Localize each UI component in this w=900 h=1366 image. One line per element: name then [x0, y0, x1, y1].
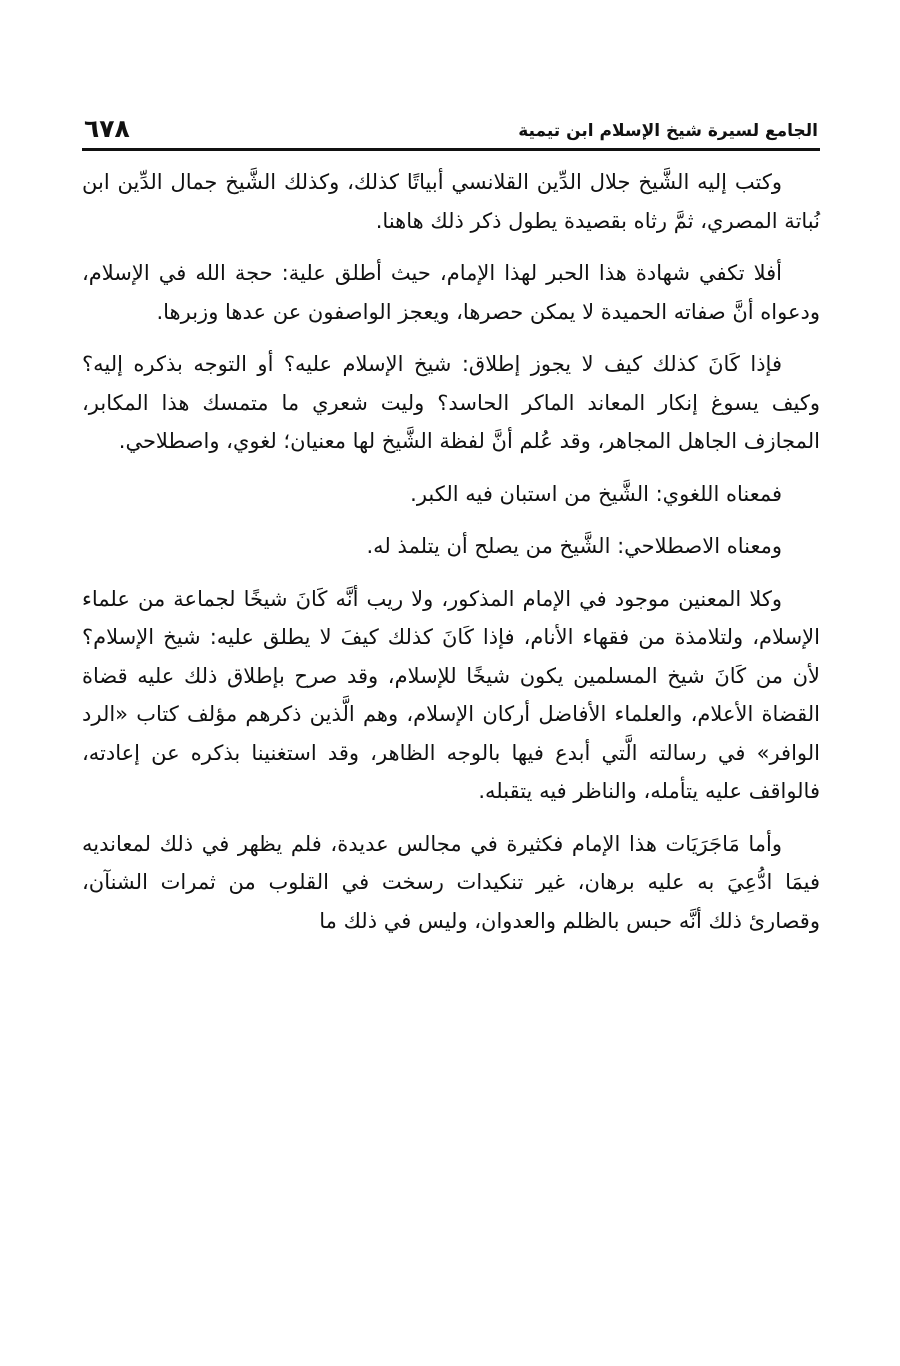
- header-book-title: الجامع لسيرة شيخ الإسلام ابن تيمية: [518, 121, 818, 141]
- paragraph-3: فإذا كَانَ كذلك كيف لا يجوز إطلاق: شيخ الإسلام عليه؟ أو التوجه بذكره إليه؟ وكيف يسوغ إنكار المعاند الماكر الحاسد؟ وليت شعري ما متمسك هذا المكابر، المجازف الجاهل المجاهر، وقد عُلم أنَّ لفظة الشَّيخ لها معنيان؛ لغوي، واصطلاحي.: [82, 352, 820, 453]
- paragraph-4: فمعناه اللغوي: الشَّيخ من استبان فيه الكبر.: [410, 481, 782, 506]
- book-page: [82, 108, 820, 1308]
- paragraph-5: ومعناه الاصطلاحي: الشَّيخ من يصلح أن يتلمذ له.: [366, 534, 782, 558]
- running-header: [82, 108, 820, 151]
- body-text: [82, 163, 820, 940]
- paragraph-6: وكلا المعنين موجود في الإمام المذكور، ولا ريب أنَّه كَانَ شيخًا لجماعة من علماء الإسلام، ولتلامذة من فقهاء الأنام، فإذا كَانَ كذلك كيفَ لا يطلق عليه: شيخ الإسلام؟ لأن من كَانَ شيخ المسلمين يكون شيخًا للإسلام، وقد صرح بإطلاق ذلك عليه قضاة القضاة الأعلام، والعلماء الأفاضل أركان الإسلام، وهم الَّذين ذكرهم مؤلف كتاب «الرد الوافر» في رسالته الَّتي أبدع فيها بالوجه الظاهر، وقد استغنينا بذكره عن إعادته، فالواقف عليه يتأمله، والناظر فيه يتقبله.: [82, 586, 820, 803]
- paragraph-2: أفلا تكفي شهادة هذا الحبر لهذا الإمام، حيث أطلق علية: حجة الله في الإسلام، ودعواه أنَّ صفاته الحميدة لا يمكن حصرها، ويعجز الواصفون عن عدها وزبرها.: [82, 261, 820, 324]
- page-number: ٦٧٨: [84, 114, 130, 143]
- paragraph-7: وأما مَاجَرَيَات هذا الإمام فكثيرة في مجالس عديدة، فلم يظهر في ذلك لمعانديه فيمَا ادُّعِيَ به عليه برهان، غير تنكيدات رسخت في القلوب من ثمرات الشنآن، وقصارئ ذلك أنَّه حبس بالظلم والعدوان، وليس في ذلك ما: [82, 831, 820, 933]
- paragraph-1: وكتب إليه الشَّيخ جلال الدِّين القلانسي أبياتًا كذلك، وكذلك الشَّيخ جمال الدِّين ابن نُباتة المصري، ثمَّ رثاه بقصيدة يطول ذكر ذلك هاهنا.: [82, 170, 820, 233]
